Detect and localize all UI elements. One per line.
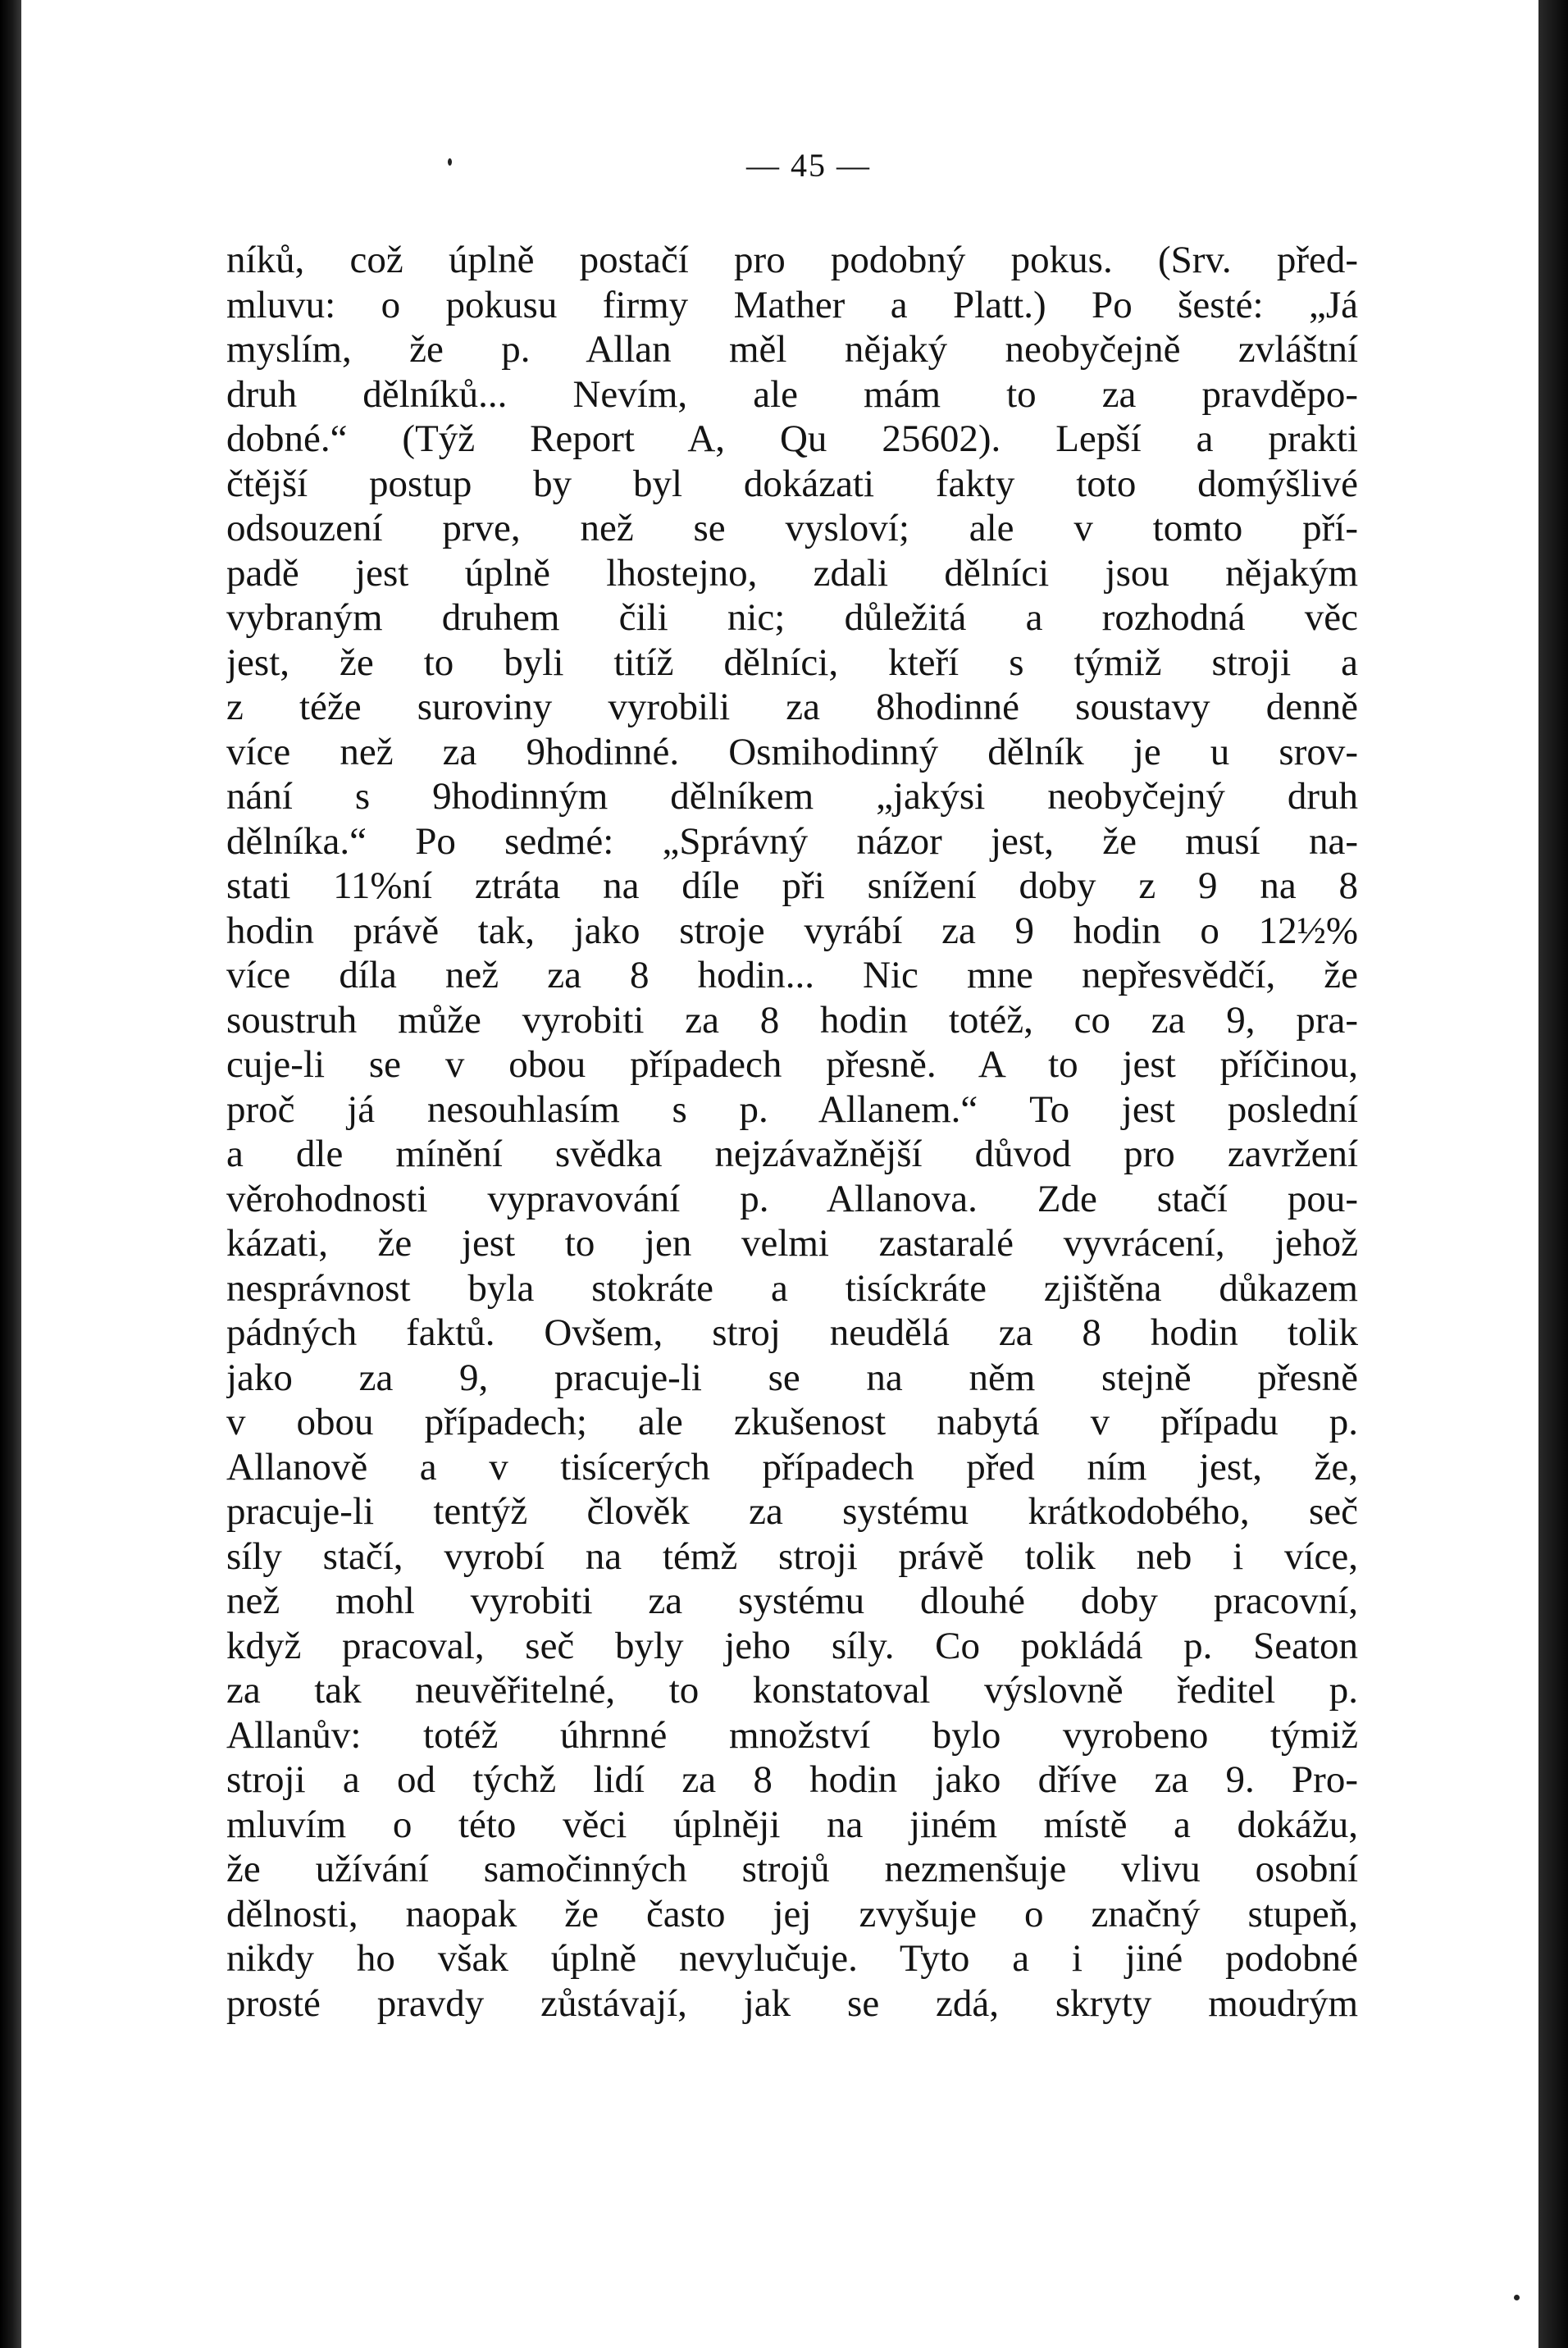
text-line: z téže suroviny vyrobili za 8hodinné soustavy denně — [226, 686, 1358, 728]
text-line: kázati, že jest to jen velmi zastaralé vyvrácení, jehož — [226, 1222, 1358, 1265]
text-line: hodin právě tak, jako stroje vyrábí za 9 hodin o 12½% — [226, 909, 1358, 952]
text-line: odsouzení prve, než se vysloví; ale v tomto pří- — [226, 507, 1358, 549]
text-line: síly stačí, vyrobí na témž stroji právě tolik neb i více, — [226, 1534, 1358, 1578]
text-line: padě jest úplně lhostejno, zdali dělníci jsou nějakým — [226, 551, 1358, 595]
text-line: prosté pravdy zůstávají, jak se zdá, skryty moudrým — [226, 1981, 1358, 2025]
text-line: dělnosti, naopak že často jej zvyšuje o značný stupeň, — [226, 1892, 1358, 1935]
page-number: — 45 — — [746, 147, 871, 184]
scan-speck — [1514, 2295, 1520, 2300]
text-line: čtější postup by byl dokázati fakty toto domýšlivé — [226, 462, 1358, 505]
text-line: dělníka.“ Po sedmé: „Správný názor jest, že musí na- — [226, 819, 1358, 863]
text-line: jako za 9, pracuje-li se na něm stejně přesně — [226, 1356, 1358, 1399]
text-line: nesprávnost byla stokráte a tisíckráte zjištěna důkazem — [226, 1266, 1358, 1310]
text-line: níků, což úplně postačí pro podobný pokus. (Srv. před- — [226, 239, 1358, 281]
text-line: druh dělníků... Nevím, ale mám to za pravděpo- — [226, 372, 1358, 416]
text-line: v obou případech; ale zkušenost nabytá v případu p. — [226, 1401, 1358, 1443]
text-line: a dle mínění svědka nejzávažnější důvod pro zavržení — [226, 1133, 1358, 1175]
scan-speck — [448, 158, 452, 166]
text-line: více díla než za 8 hodin... Nic mne nepřesvědčí, že — [226, 954, 1358, 996]
text-line: cuje-li se v obou případech přesně. A to jest příčinou, — [226, 1043, 1358, 1086]
text-line: mluvím o této věci úplněji na jiném místě a dokážu, — [226, 1803, 1358, 1846]
text-line: myslím, že p. Allan měl nějaký neobyčejně zvláštní — [226, 328, 1358, 371]
text-line: Allanově a v tisícerých případech před ním jest, že, — [226, 1445, 1358, 1489]
text-line: mluvu: o pokusu firmy Mather a Platt.) Po šesté: „Já — [226, 283, 1358, 326]
text-line: nání s 9hodinným dělníkem „jakýsi neobyčejný druh — [226, 775, 1358, 818]
text-line: že užívání samočinných strojů nezmenšuje vlivu osobní — [226, 1848, 1358, 1890]
text-line: když pracoval, seč byly jeho síly. Co pokládá p. Seaton — [226, 1624, 1358, 1667]
text-line: soustruh může vyrobiti za 8 hodin totéž, co za 9, pra- — [226, 998, 1358, 1042]
text-line: Allanův: totéž úhrnné množství bylo vyrobeno týmiž — [226, 1713, 1358, 1757]
text-line: stati 11%ní ztráta na díle při snížení doby z 9 na 8 — [226, 864, 1358, 907]
text-line: než mohl vyrobiti za systému dlouhé doby pracovní, — [226, 1580, 1358, 1622]
text-line: více než za 9hodinné. Osmihodinný dělník je u srov- — [226, 730, 1358, 773]
body-text — [226, 238, 1358, 2026]
text-line: za tak neuvěřitelné, to konstatoval výslovně ředitel p. — [226, 1669, 1358, 1712]
text-line: pracuje-li tentýž člověk za systému krátkodobého, seč — [226, 1490, 1358, 1533]
text-line: věrohodnosti vypravování p. Allanova. Zde stačí pou- — [226, 1177, 1358, 1220]
text-line: pádných faktů. Ovšem, stroj neudělá za 8 hodin tolik — [226, 1311, 1358, 1354]
text-line: vybraným druhem čili nic; důležitá a rozhodná věc — [226, 596, 1358, 639]
text-line: nikdy ho však úplně nevylučuje. Tyto a i jiné podobné — [226, 1937, 1358, 1980]
book-page — [21, 0, 1538, 2348]
text-line: proč já nesouhlasím s p. Allanem.“ To jest poslední — [226, 1087, 1358, 1131]
left-scan-edge — [0, 0, 21, 2348]
text-line: stroji a od týchž lidí za 8 hodin jako dříve za 9. Pro- — [226, 1758, 1358, 1801]
right-scan-edge — [1538, 0, 1568, 2348]
text-line: dobné.“ (Týž Report A, Qu 25602). Lepší a prakti — [226, 417, 1358, 460]
text-line: jest, že to byli titíž dělníci, kteří s týmiž stroji a — [226, 641, 1358, 684]
